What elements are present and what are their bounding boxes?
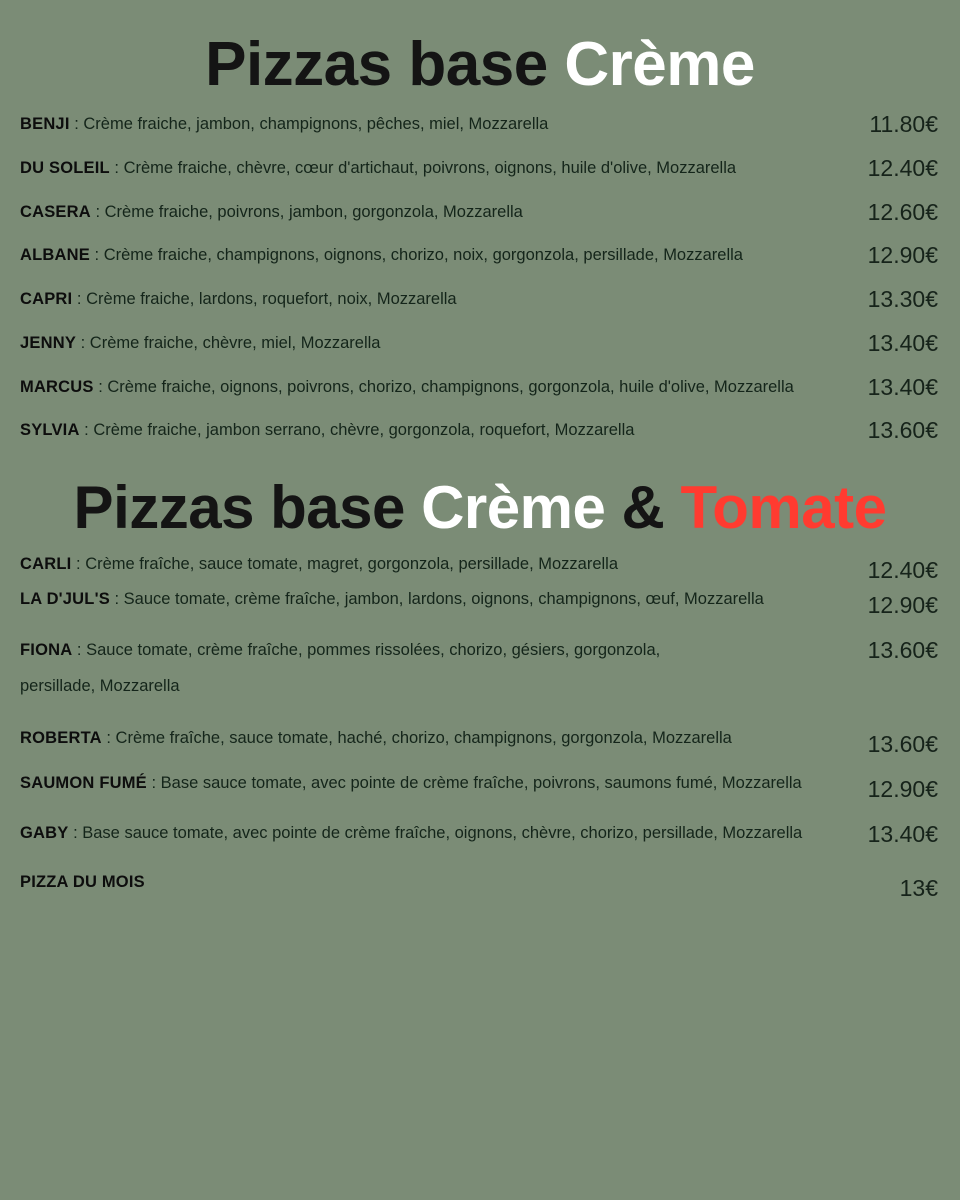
menu-item-description [20, 771, 854, 796]
menu-item-description [20, 418, 846, 443]
menu-item-ingredients: Crème fraiche, chèvre, cœur d'artichaut, poivrons, oignons, huile d'olive, Mozzarella [123, 158, 737, 177]
menu-item-description [20, 331, 846, 356]
menu-item-ingredients: Base sauce tomate, avec pointe de crème fraîche, oignons, chèvre, chorizo, persillade, Mozzarella [82, 823, 803, 842]
menu-list-creme [16, 112, 944, 447]
menu-item-description [20, 587, 846, 612]
menu-item-description [20, 156, 846, 181]
menu-item-separator: : [146, 773, 161, 792]
section-title-part: Tomate [680, 474, 887, 541]
menu-item-separator: : [71, 555, 86, 573]
menu-item-description [20, 112, 846, 137]
menu-item-price: 13.30€ [867, 286, 938, 312]
menu-item-row [16, 287, 944, 316]
menu-item-row [16, 771, 944, 800]
menu-item-name: CASERA [20, 202, 91, 221]
menu-item-separator: : [93, 377, 108, 396]
menu-item-name: JENNY [20, 333, 77, 352]
menu-item-price: 13.60€ [867, 731, 938, 758]
menu-item-separator: : [72, 290, 87, 308]
menu-item-ingredients: Crème fraiche, chèvre, miel, Mozzarella [89, 333, 381, 352]
menu-item-description [20, 287, 846, 312]
menu-item-price: 12.60€ [867, 198, 938, 225]
menu-item-name: FIONA [20, 640, 73, 659]
menu-item-row [16, 870, 944, 902]
menu-item-separator: : [90, 202, 105, 221]
menu-item-ingredients: Crème fraiche, lardons, roquefort, noix, Mozzarella [86, 290, 457, 308]
menu-item-row [16, 200, 944, 229]
menu-item-row [16, 375, 944, 404]
menu-item-row [16, 156, 944, 185]
menu-item-description [20, 870, 846, 895]
section-title-creme [16, 0, 944, 112]
menu-item-price: 13.40€ [867, 820, 938, 847]
menu-item-name: GABY [20, 823, 69, 842]
menu-item-name: SAUMON FUMÉ [20, 773, 147, 792]
menu-item-separator: : [109, 589, 124, 608]
menu-item-separator: : [89, 246, 104, 265]
menu-item-price: 13€ [899, 875, 938, 902]
menu-item-price: 13.40€ [867, 329, 938, 356]
menu-item-description [20, 632, 730, 705]
menu-item-row [16, 418, 944, 447]
section-title-part: Pizzas base [73, 474, 422, 541]
menu-item-ingredients: Crème fraiche, jambon, champignons, pêches, miel, Mozzarella [83, 115, 549, 133]
section-title-part: & [621, 474, 681, 541]
menu-item-separator: : [76, 333, 90, 352]
menu-item-description [20, 375, 846, 400]
menu-item-name: BENJI [20, 115, 70, 133]
menu-item-price: 12.90€ [867, 242, 938, 269]
menu-item-description [20, 552, 846, 577]
menu-item-price: 12.90€ [867, 591, 938, 618]
menu-item-name: CAPRI [20, 290, 73, 308]
menu-item-ingredients: Sauce tomate, crème fraîche, pommes rissolées, chorizo, gésiers, gorgonzola, persillade, Mozzarella [20, 640, 661, 695]
menu-item-ingredients: Base sauce tomate, avec pointe de crème fraîche, poivrons, saumons fumé, Mozzarella [160, 773, 802, 792]
menu-item-name: SYLVIA [20, 421, 80, 440]
menu-item-price: 12.40€ [867, 557, 938, 583]
menu-item-ingredients: Crème fraîche, sauce tomate, haché, chorizo, champignons, gorgonzola, Mozzarella [115, 729, 732, 748]
menu-item-ingredients: Crème fraiche, champignons, oignons, chorizo, noix, gorgonzola, persillade, Mozzarella [103, 246, 743, 265]
menu-item-separator: : [109, 158, 124, 177]
menu-item-row [16, 816, 944, 851]
menu-item-name: LA D'JUL'S [20, 589, 110, 608]
menu-item-ingredients: Sauce tomate, crème fraîche, jambon, lardons, oignons, champignons, œuf, Mozzarella [123, 589, 764, 608]
menu-item-price: 13.60€ [867, 417, 938, 444]
menu-item-separator: : [68, 823, 83, 842]
menu-item-separator: : [79, 421, 94, 440]
menu-item-name: PIZZA DU MOIS [20, 873, 145, 892]
menu-item-name: ROBERTA [20, 729, 102, 748]
menu-item-ingredients: Crème fraîche, sauce tomate, magret, gorgonzola, persillade, Mozzarella [85, 555, 619, 573]
menu-item-row [16, 552, 944, 581]
section-title-part: Crème [564, 30, 755, 99]
menu-item-separator: : [101, 729, 116, 748]
menu-item-price: 12.40€ [867, 154, 938, 181]
menu-item-name: ALBANE [20, 246, 90, 265]
section-title-creme-tomate [16, 462, 944, 552]
menu-item-ingredients: Crème fraiche, oignons, poivrons, chorizo, champignons, gorgonzola, huile d'olive, Mozzarella [107, 377, 794, 396]
menu-item-separator: : [72, 640, 87, 659]
menu-item-ingredients: Crème fraiche, jambon serrano, chèvre, gorgonzola, roquefort, Mozzarella [93, 421, 635, 440]
section-title-part: Crème [421, 474, 622, 541]
menu-item-price: 13.60€ [867, 636, 938, 663]
menu-item-name: DU SOLEIL [20, 158, 110, 177]
menu-item-name: MARCUS [20, 377, 94, 396]
menu-item-row [16, 726, 944, 758]
menu-list-creme-tomate [16, 552, 944, 902]
menu-item-row [16, 331, 944, 360]
menu-item-price: 13.40€ [867, 373, 938, 400]
menu-item-price: 12.90€ [867, 775, 938, 802]
menu-item-description [20, 243, 846, 268]
menu-item-description [20, 726, 846, 751]
menu-item-separator: : [69, 115, 84, 133]
menu-item-description [20, 816, 854, 851]
menu-item-price: 11.80€ [869, 111, 938, 137]
menu-item-row [16, 587, 944, 616]
menu-item-row [16, 632, 944, 705]
menu-item-description [20, 200, 846, 225]
menu-item-name: CARLI [20, 555, 72, 573]
menu-item-ingredients: Crème fraiche, poivrons, jambon, gorgonzola, Mozzarella [104, 202, 523, 221]
menu-item-row [16, 112, 944, 141]
menu-item-row [16, 243, 944, 272]
section-title-part: Pizzas base [205, 30, 565, 99]
